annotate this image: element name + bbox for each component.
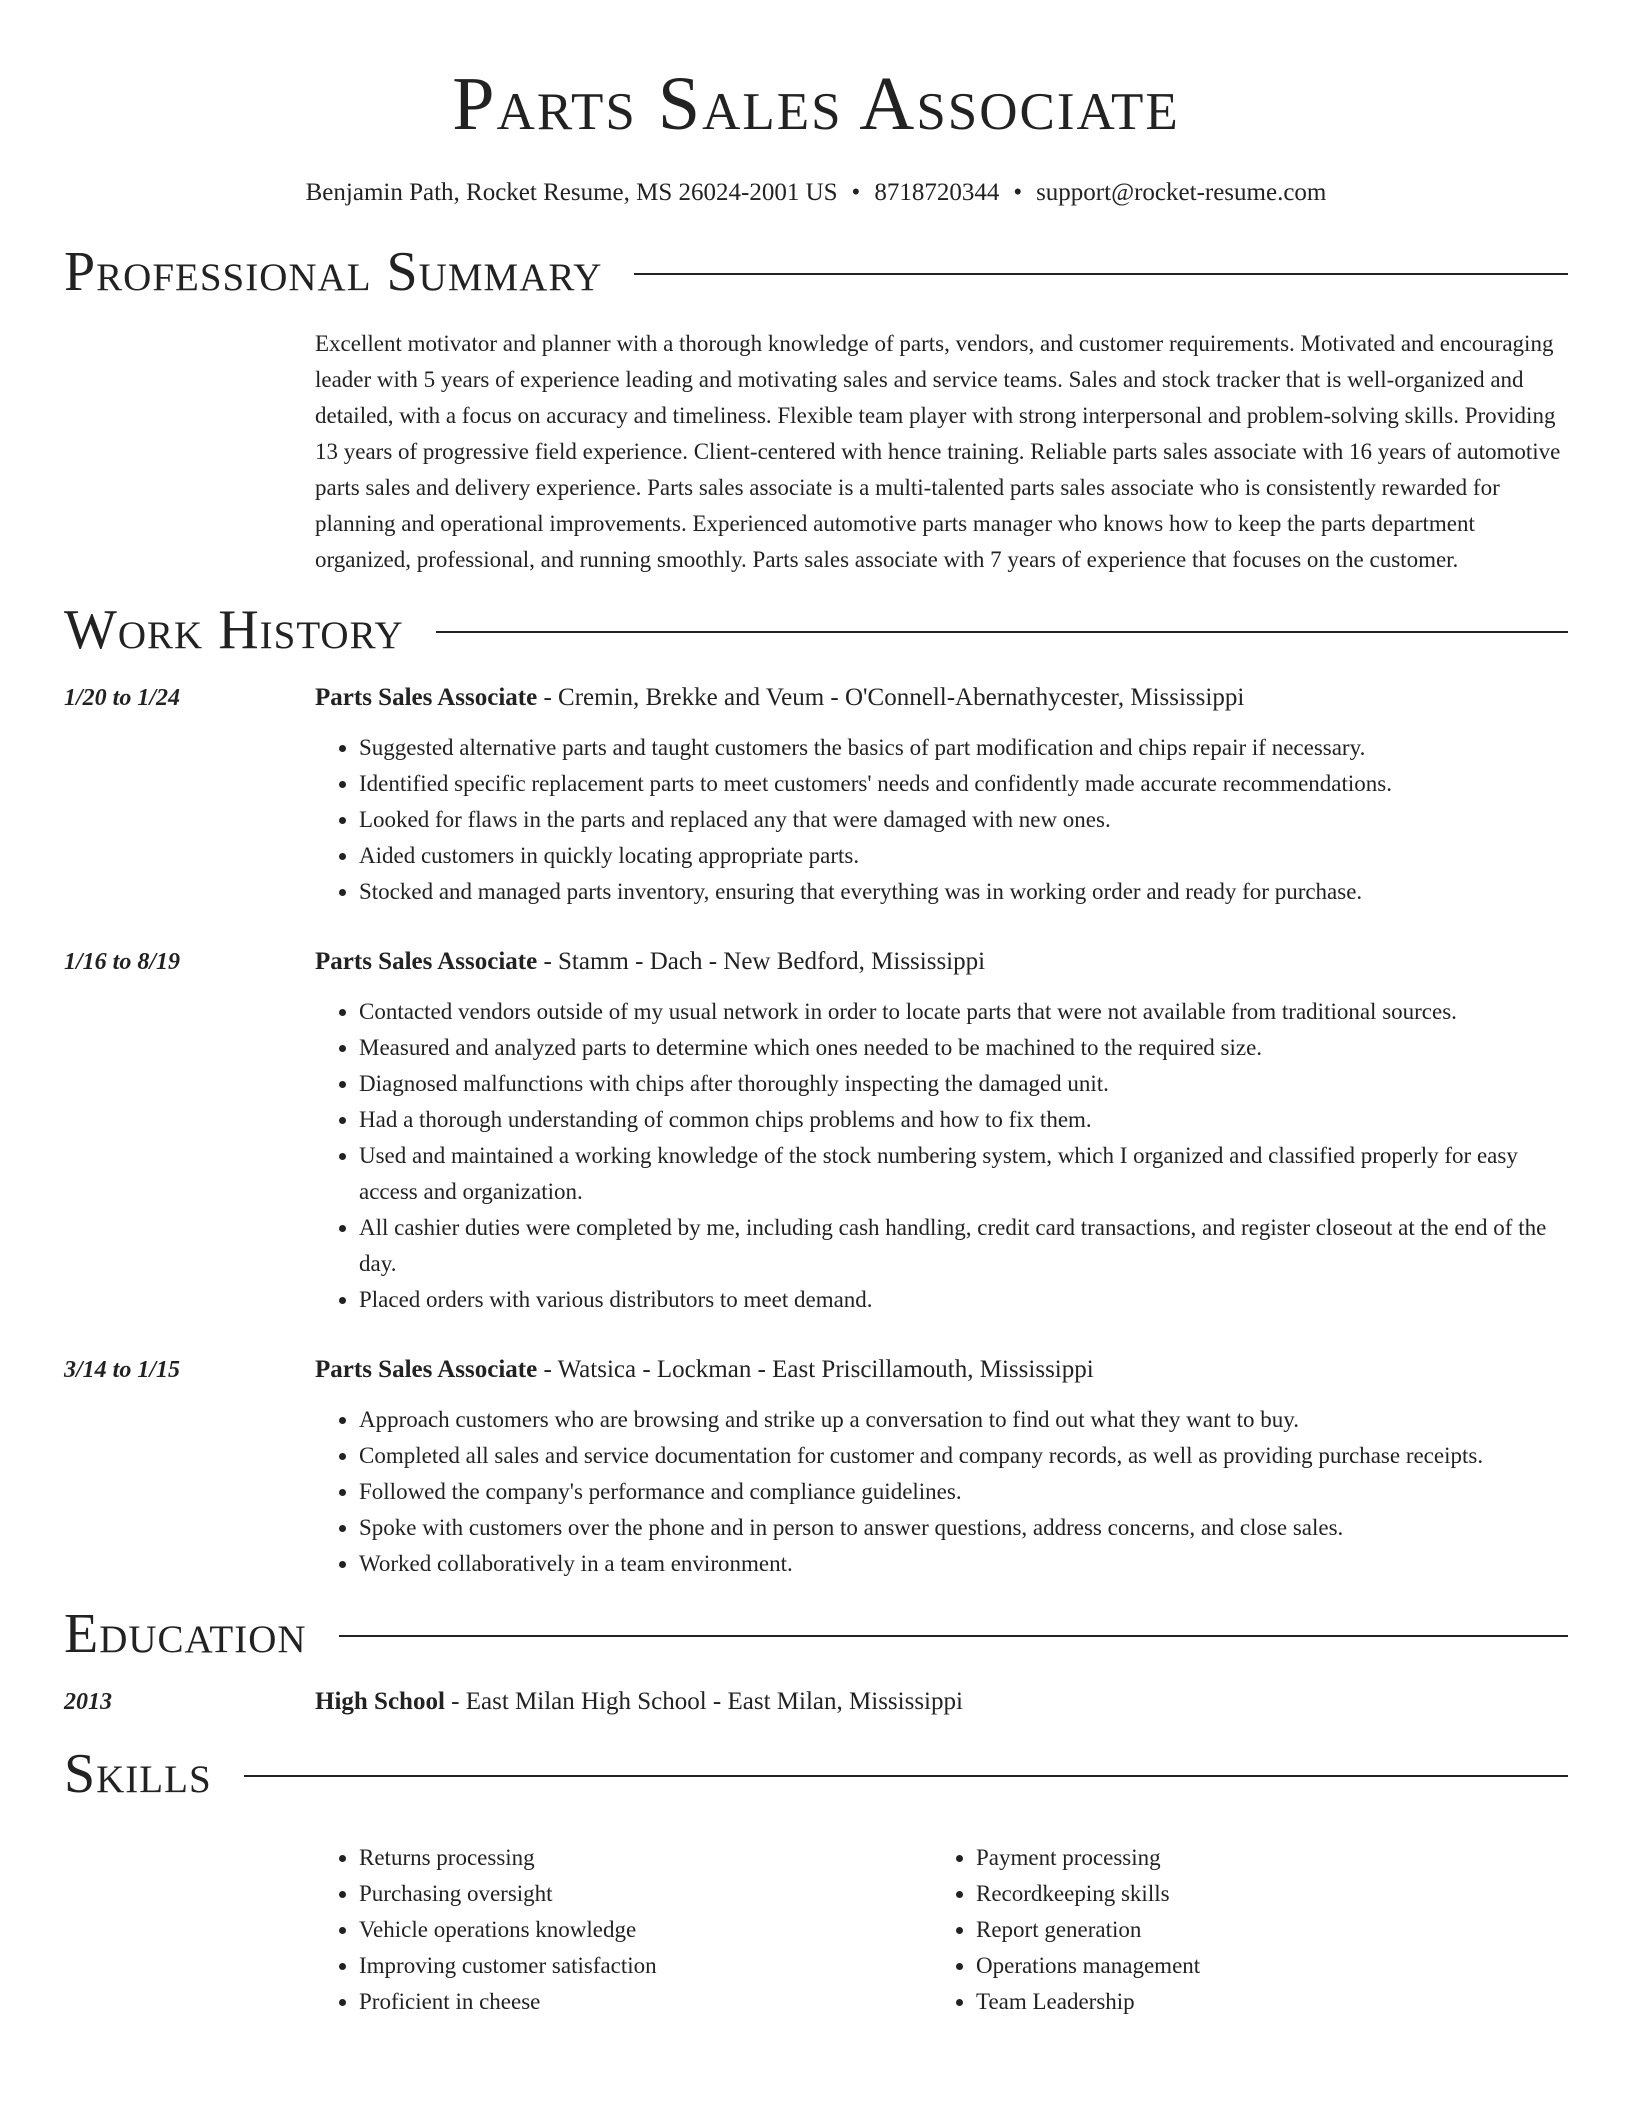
skill-item: • Purchasing oversight <box>359 1876 932 1912</box>
section-divider <box>436 631 1568 633</box>
section-divider <box>339 1635 1568 1637</box>
job-bullet: • Identified specific replacement parts to meet customers' needs and confidently made accurate recommendations. <box>359 766 1568 802</box>
job-bullet: • Worked collaboratively in a team environment. <box>359 1546 1568 1582</box>
education-headline <box>315 1684 1568 1720</box>
job-bullet: • Looked for flaws in the parts and replaced any that were damaged with new ones. <box>359 802 1568 838</box>
resume-title: Parts Sales Associate <box>452 62 1180 146</box>
section-divider <box>634 273 1568 275</box>
job-bullet: • Suggested alternative parts and taught customers the basics of part modification and chips repair if necessary. <box>359 730 1568 766</box>
skill-item: • Proficient in cheese <box>359 1984 932 2020</box>
job-bullets <box>315 1402 1568 1582</box>
job-bullet: • Aided customers in quickly locating appropriate parts. <box>359 838 1568 874</box>
skill-item: • Team Leadership <box>976 1984 1549 2020</box>
education-body <box>315 1684 1568 1720</box>
contact-address: Benjamin Path, Rocket Resume, MS 26024-2001 US <box>305 179 838 206</box>
job-entry <box>64 944 1568 1318</box>
job-bullet: • Approach customers who are browsing and strike up a conversation to find out what they want to buy. <box>359 1402 1568 1438</box>
job-employer: - Stamm - Dach - New Bedford, Mississippi <box>537 948 986 975</box>
skills-heading: Skills <box>64 1743 212 1805</box>
skills-section-header <box>64 1742 1568 1806</box>
education-heading: Education <box>64 1603 307 1665</box>
summary-text: Excellent motivator and planner with a thorough knowledge of parts, vendors, and customer requirements. Motivated and encouraging leader with 5 years of experience leading and motivating sales and service teams. Sales and stock tracker that is well-organized and detailed, with a focus on accuracy and timeliness. Flexible team player with strong interpersonal and problem-solving skills. Providing 13 years of progressive field experience. Client-centered with hence training. Reliable parts sales associate with 16 years of automotive parts sales and delivery experience. Parts sales associate is a multi-talented parts sales associate who is consistently rewarded for planning and operational improvements. Experienced automotive parts manager who knows how to keep the parts department organized, professional, and running smoothly. Parts sales associate with 7 years of experience that focuses on the customer. <box>315 331 1561 572</box>
job-employer: - Watsica - Lockman - East Priscillamouth, Mississippi <box>537 1356 1094 1383</box>
job-body <box>315 680 1568 910</box>
work-heading: Work History <box>64 599 404 661</box>
job-date: 3/14 to 1/15 <box>64 1357 181 1383</box>
job-bullet: • Followed the company's performance and compliance guidelines. <box>359 1474 1568 1510</box>
skills-column-right <box>932 1840 1549 2020</box>
resume-page <box>64 0 1568 2020</box>
education-section-header <box>64 1602 1568 1666</box>
contact-line <box>64 176 1568 210</box>
job-date: 1/16 to 8/19 <box>64 949 181 975</box>
skill-item: • Returns processing <box>359 1840 932 1876</box>
summary-section-header <box>64 240 1568 304</box>
education-entry <box>64 1684 1568 1720</box>
summary-heading: Professional Summary <box>64 241 603 303</box>
job-headline <box>315 1352 1568 1388</box>
job-bullet: • Completed all sales and service documentation for customer and company records, as well as providing purchase receipts. <box>359 1438 1568 1474</box>
section-divider <box>244 1775 1568 1777</box>
job-entry <box>64 680 1568 910</box>
job-bullet: • Measured and analyzed parts to determine which ones needed to be machined to the required size. <box>359 1030 1568 1066</box>
education-school: - East Milan High School - East Milan, Mississippi <box>444 1688 963 1715</box>
job-body <box>315 944 1568 1318</box>
skill-item: • Operations management <box>976 1948 1549 1984</box>
skill-item: • Vehicle operations knowledge <box>359 1912 932 1948</box>
job-bullets <box>315 730 1568 910</box>
job-employer: - Cremin, Brekke and Veum - O'Connell-Abernathycester, Mississippi <box>537 684 1245 711</box>
contact-email: support@rocket-resume.com <box>1036 179 1327 206</box>
job-bullet: • Contacted vendors outside of my usual network in order to locate parts that were not available from traditional sources. <box>359 994 1568 1030</box>
education-degree: High School <box>315 1688 445 1715</box>
job-entry <box>64 1352 1568 1582</box>
skill-item: • Recordkeeping skills <box>976 1876 1549 1912</box>
job-role: Parts Sales Associate <box>315 1356 538 1383</box>
job-bullet: • Placed orders with various distributors to meet demand. <box>359 1282 1568 1318</box>
job-headline <box>315 944 1568 980</box>
job-bullet: • Diagnosed malfunctions with chips after thoroughly inspecting the damaged unit. <box>359 1066 1568 1102</box>
job-date: 1/20 to 1/24 <box>64 685 181 711</box>
skill-item: • Payment processing <box>976 1840 1549 1876</box>
contact-phone: 8718720344 <box>874 179 1000 206</box>
job-bullet: • All cashier duties were completed by me, including cash handling, credit card transactions, and register closeout at the end of the day. <box>359 1210 1568 1282</box>
skill-item: • Report generation <box>976 1912 1549 1948</box>
education-date: 2013 <box>64 1689 112 1715</box>
job-bullet: • Stocked and managed parts inventory, ensuring that everything was in working order and ready for purchase. <box>359 874 1568 910</box>
job-bullet: • Spoke with customers over the phone and in person to answer questions, address concerns, and close sales. <box>359 1510 1568 1546</box>
skills-list <box>315 1840 1568 2020</box>
job-bullet: • Used and maintained a working knowledge of the stock numbering system, which I organized and classified properly for easy access and organization. <box>359 1138 1568 1210</box>
job-headline <box>315 680 1568 716</box>
skills-column-left <box>315 1840 932 2020</box>
skill-item: • Improving customer satisfaction <box>359 1948 932 1984</box>
job-role: Parts Sales Associate <box>315 948 538 975</box>
bullet-separator: • <box>1013 179 1023 206</box>
job-bullets <box>315 994 1568 1318</box>
job-role: Parts Sales Associate <box>315 684 538 711</box>
bullet-separator: • <box>851 179 861 206</box>
job-bullet: • Had a thorough understanding of common chips problems and how to fix them. <box>359 1102 1568 1138</box>
job-body <box>315 1352 1568 1582</box>
work-section-header <box>64 598 1568 662</box>
